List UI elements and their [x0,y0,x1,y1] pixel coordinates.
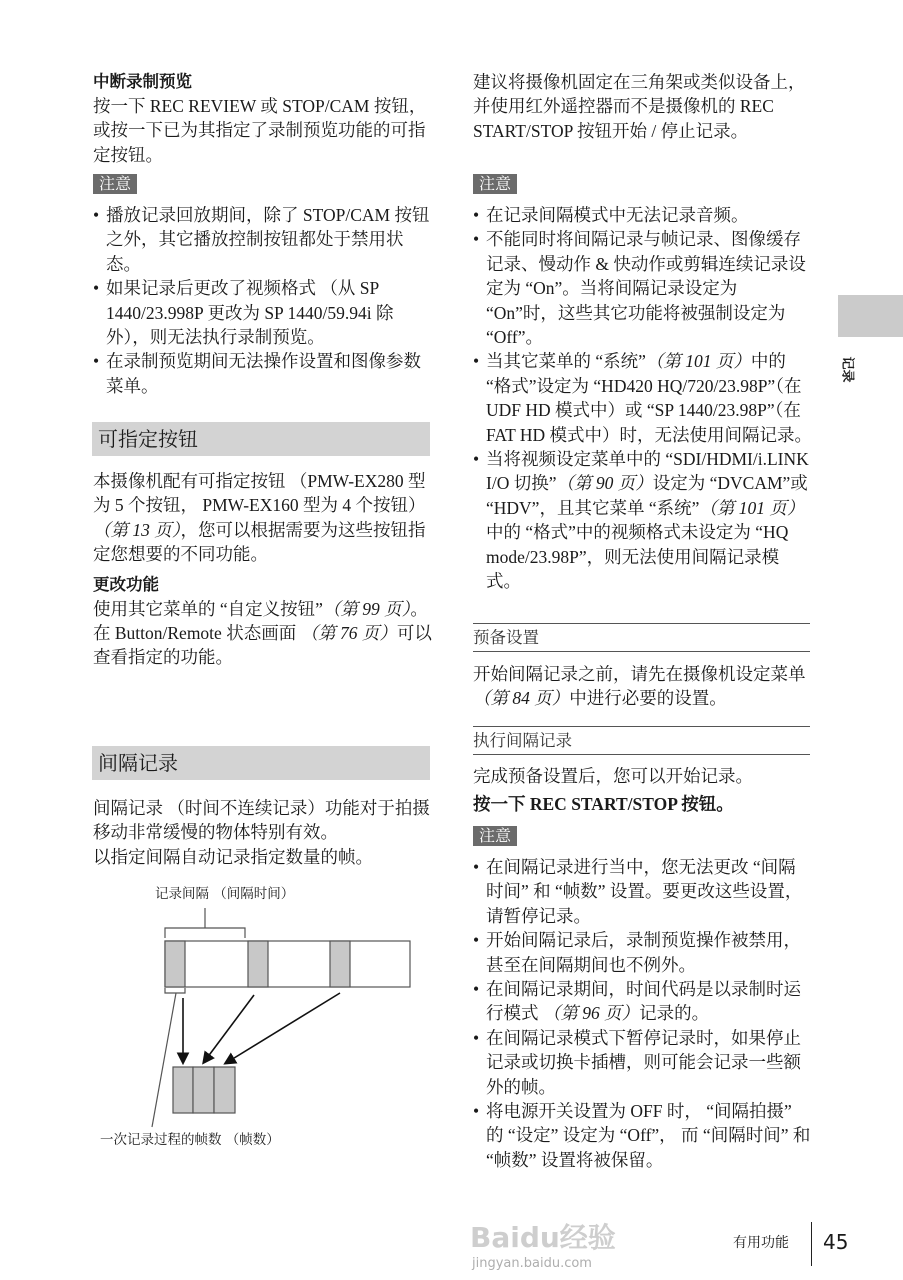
recorded-frame [330,941,350,987]
subsection-title-exec: 执行间隔记录 [473,726,810,755]
diagram-label-frames: 一次记录过程的帧数 （帧数） [100,1132,280,1148]
paragraph: 以指定间隔自动记录指定数量的帧。 [93,846,373,867]
text: 中进行必要的设置。 [569,688,727,709]
interval-bracket [165,908,245,938]
list-item: • 开始间隔记录后，录制预览操作被禁用，甚至在间隔期间也不例外。 [473,928,813,977]
recorded-frame [248,941,268,987]
list-item: • 将电源开关设置为 OFF 时， “间隔拍摄” 的 “设定” 设定为 “Off”， 而 “间隔时间” 和 “帧数” 设置将被保留。 [473,1099,813,1172]
subheading: 更改功能 [93,574,159,594]
assignable-buttons-body [93,469,433,670]
text: 中的 “格式”设定为 “HD420 HQ/720/23.98P”（在 UDF HD 模式中）或 “SP 1440/23.98P”（在 FAT HD 模式中）时，无法使用间隔记录。 [486,351,813,445]
recorded-frame [165,941,185,987]
prep-paragraph [473,662,813,711]
page-ref-link[interactable]: （第 76 页） [300,623,397,644]
note-list [473,855,813,1172]
paragraph [93,597,433,621]
list-item: • 在录制预览期间无法操作设置和图像参数菜单。 [93,349,433,398]
step-instruction: 按一下 REC START/STOP 按钮。 [473,794,734,815]
note-list [473,203,813,594]
timeline-strip [165,941,410,987]
text: 记录的。 [639,1003,710,1024]
note-list [93,203,433,398]
leader-line [152,993,176,1127]
page-ref-link[interactable]: （第 84 页） [473,688,570,709]
text: 中的 “格式”中的视频格式未设定为 “HQ mode/23.98P”，则无法使用间隔记录模式。 [486,522,789,592]
page-number: 45 [823,1230,849,1254]
intro-paragraph: 建议将摄像机固定在三角架或类似设备上，并使用红外遥控器而不是摄像机的 REC START/STOP 按钮开始 / 停止记录。 [473,72,806,141]
frame-bracket [165,988,185,993]
list-item: • 在间隔记录模式下暂停记录时，如果停止记录或切换卡插槽，则可能会记录一些额外的帧。 [473,1026,813,1099]
paragraph: 完成预备设置后，您可以开始记录。 [473,766,753,786]
page-ref-link[interactable]: （第 13 页） [93,519,181,540]
arrow [204,995,254,1062]
paragraph [93,621,433,670]
text: 当其它菜单的 “系统” [486,351,646,372]
section-interrupt-preview [93,70,433,167]
page-ref-link[interactable]: （第 99 页） [322,598,411,619]
note-badge: 注意 [473,174,517,194]
chapter-tab [838,295,903,337]
text: 设定为 “DVCAM”或 “HDV”，且其它菜单 “系统” [486,473,808,518]
list-item: • 如果记录后更改了视频格式 （从 SP 1440/23.998P 更改为 SP 1440/59.94i 除外），则无法执行录制预览。 [93,276,433,349]
output-frame [193,1067,214,1113]
watermark-url: jingyan.baidu.com [472,1256,592,1271]
list-item [473,977,813,1026]
watermark-brand: Baidu经验 [470,1221,616,1254]
list-item: • 在记录间隔模式中无法记录音频。 [473,203,813,227]
text: 开始间隔记录之前，请先在摄像机设定菜单 [473,664,806,684]
page-ref-link[interactable]: （第 101 页） [699,497,805,518]
text: 使用其它菜单的 “自定义按钮” [93,598,323,619]
section-title-assignable-buttons: 可指定按钮 [92,422,430,456]
list-item: • 不能同时将间隔记录与帧记录、图像缓存记录、慢动作 & 快动作或剪辑连续记录设定为 “On”。当将间隔记录设定为 “On”时，这些其它功能将被强制设定为 “Off”。 [473,227,813,349]
footer-divider [811,1222,812,1266]
paragraph: 间隔记录 （时间不连续记录）功能对于拍摄移动非常缓慢的物体特别有效。 [93,798,430,843]
interval-rec-body [93,796,433,869]
list-item [473,349,813,447]
text: 可以查看指定的功能。 [93,623,432,668]
list-item: • 播放记录回放期间，除了 STOP/CAM 按钮之外，其它播放控制按钮都处于禁用状态。 [93,203,433,276]
paragraph: 按一下 REC REVIEW 或 STOP/CAM 按钮，或按一下已为其指定了录制预览功能的可指定按钮。 [93,96,427,165]
page-ref-link[interactable]: （第 101 页） [645,351,751,372]
text: 在 Button/Remote 状态画面 [93,623,301,644]
text: 当将视频设定菜单中的 “SDI/HDMI/i.LINK I/O 切换” [486,449,809,494]
section-title-interval-rec: 间隔记录 [92,746,430,780]
chapter-tab-label: 记录 [839,356,855,383]
footer-section: 有用功能 [733,1235,789,1251]
note-badge: 注意 [473,826,517,846]
arrow [226,993,340,1063]
output-frame [173,1067,193,1113]
exec-body [473,764,813,817]
list-item: • 在间隔记录进行当中，您无法更改 “间隔时间” 和 “帧数” 设置。要更改这些设置，请暂停记录。 [473,855,813,928]
subsection-title-prep: 预备设置 [473,623,810,652]
text: 。 [410,598,428,619]
list-item [473,447,813,593]
text: 在间隔记录期间，时间代码是以录制时运行模式 [486,979,801,1024]
text: 本摄像机配有可指定按钮 （PMW-EX280 型为 5 个按钮， PMW-EX160 型为 4 个按钮） [93,471,426,516]
diagram-label-interval: 记录间隔 （间隔时间） [155,886,295,902]
text: ，您可以根据需要为这些按钮指定您想要的不同功能。 [93,519,426,565]
paragraph [93,469,433,567]
note-badge: 注意 [93,174,137,194]
output-frame [214,1067,235,1113]
page-ref-link[interactable]: （第 90 页） [556,473,653,494]
subheading: 中断录制预览 [93,72,192,91]
page-ref-link[interactable]: （第 96 页） [542,1003,640,1024]
